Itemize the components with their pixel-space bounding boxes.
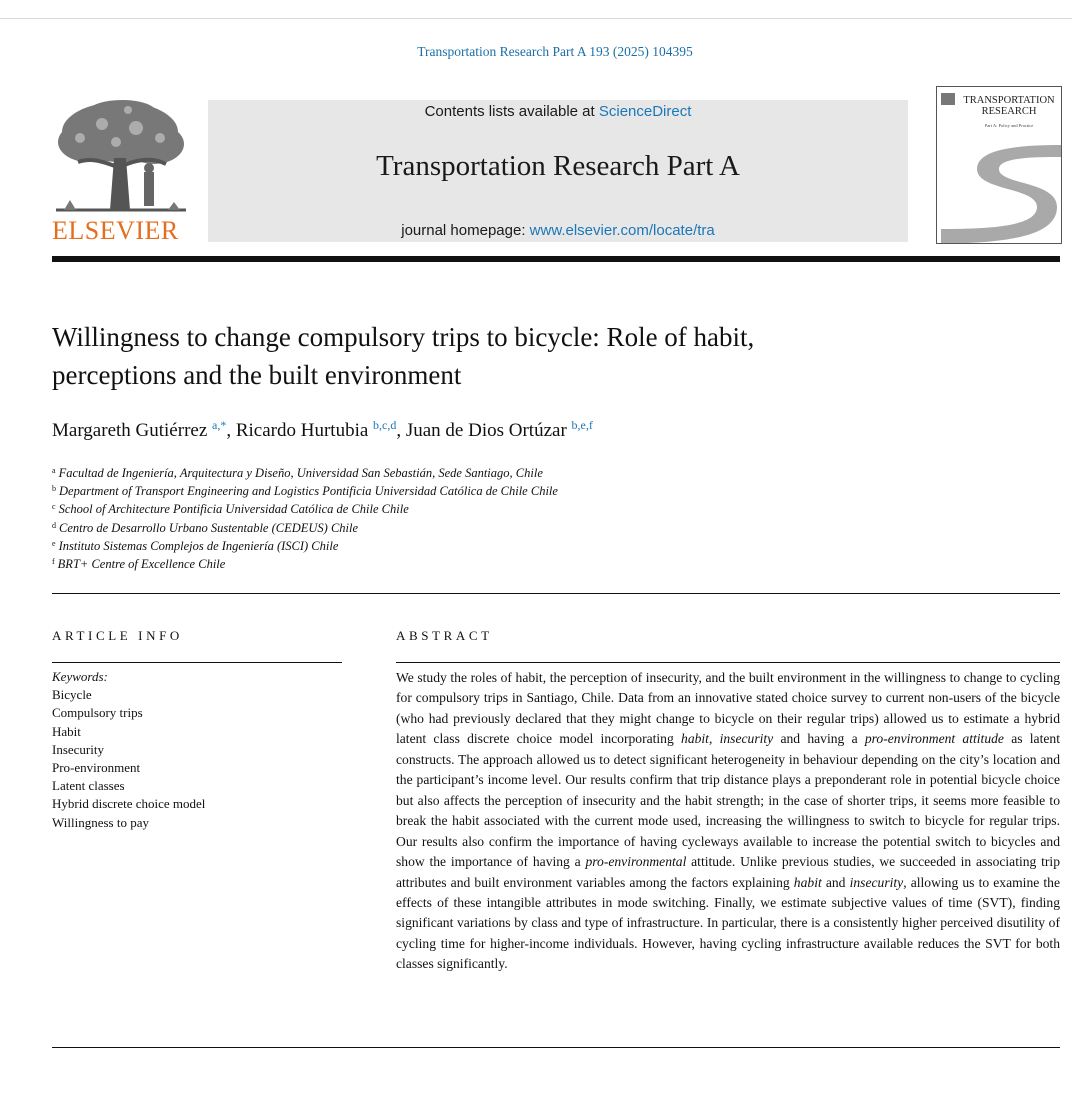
author-affiliation-link[interactable]: b,c,d xyxy=(373,418,397,432)
cover-title: TRANSPORTATION RESEARCH xyxy=(963,95,1055,117)
homepage-link[interactable]: www.elsevier.com/locate/tra xyxy=(529,222,715,239)
bottom-rule xyxy=(52,1047,1060,1048)
keyword-item: Willingness to pay xyxy=(52,814,149,830)
affiliation-item: $^f$ BRT+ Centre of Excellence Chile xyxy=(52,556,226,571)
keyword-item: Compulsory trips xyxy=(52,705,143,721)
affiliation-item: $^e$ Instituto Sistemas Complejos de Ingeniería (ISCI) Chile xyxy=(52,538,339,553)
tree-icon xyxy=(50,98,192,216)
journal-cover-thumbnail[interactable] xyxy=(936,86,1062,244)
article-title: Willingness to change compulsory trips to bicycle: Role of habit, perceptions and the built environment xyxy=(52,322,755,390)
abstract-heading: ABSTRACT xyxy=(396,628,493,643)
author-name[interactable]: Ricardo Hurtubia xyxy=(235,420,369,441)
keyword-item: Bicycle xyxy=(52,687,92,703)
abstract-text: We study the roles of habit, the perception of insecurity, and the built environment in the willingness to change to cycling for compulsory trips in Santiago, Chile. Data from an innovative stated choice survey to current non-users of the bicycle (who had previously declared that they might change to bicycle on their regular trips) allowed us to estimate a hybrid latent class discrete choice model incorporating habit, insecurity and having a pro-environment attitude as latent constructs. The approach allowed us to detect significant heterogeneity in behaviour depending on the city’s location and the participant’s income level. Our results confirm that trip distance plays a preponderant role in potential bicycle choice but also affects the perception of insecurity and the habit strength; in the case of shorter trips, it seems more feasible to break the habit associated with the current mode used, increasing the willingness to switch to bicycle for regular trips. Our results also confirm the importance of having cycleways available to increase the potential switch to bicycles and show the importance of having a pro-environmental attitude. Unlike previous studies, we succeeded in associating trip attributes and built environment variables among the factors explaining habit and insecurity, allowing us to examine the effects of these intangible attributes in mode switching. Finally, we estimate subjective values of time (SVT), finding significant variations by class and type of infrastructure. In particular, there is a consistently higher perceived disutility of cycling time for higher-income individuals. However, having cycling infrastructure available reduces the SVT for both classes significantly. xyxy=(396,670,1060,972)
contents-line: Contents lists available at ScienceDirect xyxy=(424,103,692,120)
keyword-item: Insecurity xyxy=(52,741,104,757)
article-info-heading: ARTICLE INFO xyxy=(52,628,183,643)
top-divider xyxy=(0,18,1072,19)
journal-title: Transportation Research Part A xyxy=(376,150,740,182)
author-affiliation-link[interactable]: a,* xyxy=(212,418,227,432)
keywords-label: Keywords: xyxy=(52,669,108,684)
section-divider xyxy=(52,593,1060,594)
keyword-item: Hybrid discrete choice model xyxy=(52,796,206,812)
keywords-list xyxy=(52,668,342,832)
sciencedirect-link[interactable]: ScienceDirect xyxy=(598,103,692,120)
affiliation-item: $^d$ Centro de Desarrollo Urbano Sustentable (CEDEUS) Chile xyxy=(52,520,359,535)
header-rule xyxy=(52,256,1060,262)
journal-banner xyxy=(208,100,908,242)
affiliation-list xyxy=(52,464,1042,573)
cover-subtitle: Part A: Policy and Practice xyxy=(984,123,1034,128)
journal-citation[interactable]: Transportation Research Part A 193 (2025) 104395 xyxy=(417,44,693,59)
affiliation-item: $^c$ School of Architecture Pontificia Universidad Católica de Chile Chile xyxy=(52,502,409,517)
author-name[interactable]: Margareth Gutiérrez xyxy=(52,420,208,441)
affiliation-item: $^b$ Department of Transport Engineering and Logistics Pontificia Universidad Católica de Chile Chile xyxy=(52,484,558,499)
keyword-item: Pro-environment xyxy=(52,759,141,775)
affiliation-item: $^a$ Facultad de Ingeniería, Arquitectura y Diseño, Universidad San Sebastián, Sede Santiago, Chile xyxy=(52,466,543,480)
keyword-item: Latent classes xyxy=(52,778,125,794)
author-name[interactable]: Juan de Dios Ortúzar xyxy=(405,420,567,441)
author-affiliation-link[interactable]: b,e,f xyxy=(571,418,593,432)
homepage-line: journal homepage: www.elsevier.com/locate/tra xyxy=(401,222,715,239)
abstract-rule xyxy=(396,662,1060,663)
keyword-item: Habit xyxy=(52,723,81,739)
article-info-rule xyxy=(52,662,342,663)
elsevier-wordmark: ELSEVIER xyxy=(52,216,179,245)
author-list: Margareth Gutiérrez $^{a,*}$, Ricardo Hurtubia $^{b,c,d}$, Juan de Dios Ortúzar $^{b,e,f}$ xyxy=(52,418,593,441)
